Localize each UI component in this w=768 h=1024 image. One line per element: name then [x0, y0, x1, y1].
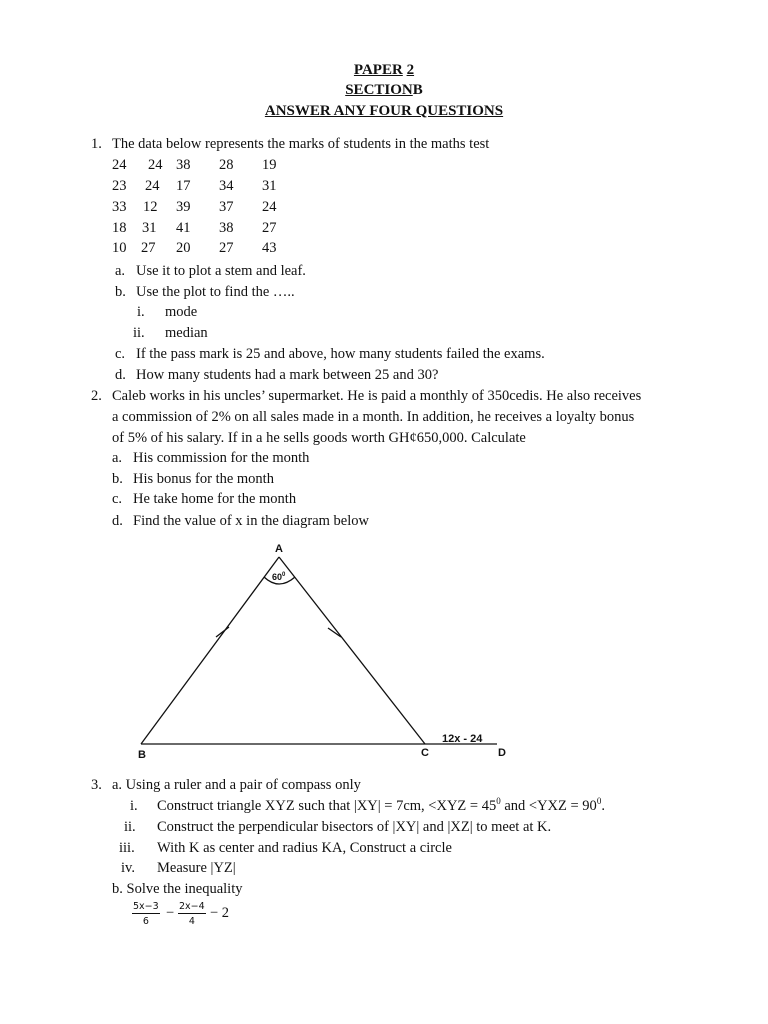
- data-cell: 34: [219, 178, 234, 194]
- data-cell: 27: [141, 240, 156, 256]
- q1-number: 1.: [91, 136, 102, 152]
- angle-value: $60^0$: [272, 572, 286, 582]
- data-cell: 18: [112, 220, 127, 236]
- q1-bii-text: median: [165, 325, 208, 341]
- q2-b-label: b.: [112, 471, 123, 487]
- q3-i-label: i.: [130, 798, 138, 814]
- q3-a-intro: a. Using a ruler and a pair of compass only: [112, 777, 361, 793]
- section-letter: B: [412, 82, 423, 98]
- exterior-angle-label: 12x - 24: [442, 733, 483, 745]
- data-cell: 38: [219, 220, 234, 236]
- q1-text: The data below represents the marks of students in the maths test: [112, 136, 490, 152]
- paper-word: PAPER: [353, 62, 403, 78]
- q1-c-text: If the pass mark is 25 and above, how many students failed the exams.: [136, 346, 545, 362]
- data-cell: 27: [219, 240, 234, 256]
- vertex-label-d: D: [498, 747, 506, 759]
- fraction-2: [178, 901, 206, 927]
- q3-iii-label: iii.: [119, 840, 135, 856]
- paper-number: 2: [406, 62, 415, 78]
- q3-iii-text: With K as center and radius KA, Construct a circle: [157, 840, 452, 856]
- fraction-1-numerator: 5x−3: [133, 901, 159, 912]
- q3-b-text: b. Solve the inequality: [112, 881, 243, 897]
- data-cell: 31: [262, 178, 277, 194]
- q1-b-label: b.: [115, 284, 126, 300]
- q1-d-text: How many students had a mark between 25 and 30?: [136, 367, 439, 383]
- q1-bii-label: ii.: [133, 325, 145, 341]
- q1-a-label: a.: [115, 263, 126, 279]
- q1-d-label: d.: [115, 367, 126, 383]
- q3-ii-text: Construct the perpendicular bisectors of |XY| and |XZ| to meet at K.: [157, 819, 552, 835]
- q1-a-text: Use it to plot a stem and leaf.: [136, 263, 306, 279]
- q2-line-1: Caleb works in his uncles’ supermarket. He is paid a monthly of 350cedis. He also receives: [112, 388, 642, 404]
- data-cell: 19: [262, 157, 277, 173]
- q3-number: 3.: [91, 777, 102, 793]
- side-ac: [279, 557, 425, 744]
- data-cell: 27: [262, 220, 277, 236]
- section-word: SECTION: [345, 82, 413, 98]
- q2-a-label: a.: [112, 450, 123, 466]
- data-cell: 24: [112, 157, 127, 173]
- data-cell: 39: [176, 199, 191, 215]
- instruction-text: ANSWER ANY FOUR QUESTIONS: [264, 103, 504, 119]
- q2-line-3: of 5% of his salary. If in a he sells goods worth GH¢650,000. Calculate: [112, 430, 526, 446]
- data-cell: 33: [112, 199, 127, 215]
- data-cell: 24: [148, 157, 163, 173]
- data-cell: 17: [176, 178, 191, 194]
- data-cell: 24: [145, 178, 160, 194]
- q2-c-text: He take home for the month: [133, 491, 297, 507]
- minus-sign: −: [166, 905, 175, 921]
- fraction-1: [132, 901, 160, 927]
- q3-iv-label: iv.: [121, 860, 135, 876]
- q2-line-2: a commission of 2% on all sales made in a month. In addition, he receives a loyalty bonus: [112, 409, 635, 425]
- data-cell: 28: [219, 157, 234, 173]
- data-cell: 12: [143, 199, 158, 215]
- q2-d-text: Find the value of x in the diagram below: [133, 513, 369, 529]
- q2-number: 2.: [91, 388, 102, 404]
- fraction-1-denominator: 6: [142, 916, 149, 927]
- data-cell: 20: [176, 240, 191, 256]
- q2-d-label: d.: [112, 513, 123, 529]
- data-cell: 31: [142, 220, 157, 236]
- q1-c-label: c.: [115, 346, 126, 362]
- q3-i-text: Construct triangle XYZ such that |XY| = 7cm, $<XYZ = 45^0$ and $<YXZ = 90^0$.: [157, 796, 605, 814]
- data-cell: 23: [112, 178, 127, 194]
- q2-a-text: His commission for the month: [133, 450, 310, 466]
- data-cell: 37: [219, 199, 234, 215]
- q3-iv-text: Measure |YZ|: [157, 860, 236, 876]
- tick-mark-ac: [328, 628, 341, 637]
- q1-bi-label: i.: [137, 304, 145, 320]
- inequality-tail: − 2: [210, 905, 230, 921]
- q3-ii-label: ii.: [124, 819, 136, 835]
- fraction-2-denominator: 4: [188, 916, 195, 927]
- q2-c-label: c.: [112, 491, 123, 507]
- tick-mark-ab: [216, 627, 229, 637]
- data-cell: 24: [262, 199, 277, 215]
- vertex-label-b: B: [138, 749, 146, 761]
- data-cell: 41: [176, 220, 191, 236]
- vertex-label-c: C: [421, 747, 429, 759]
- q1-b-text: Use the plot to find the …..: [136, 284, 295, 300]
- data-cell: 38: [176, 157, 191, 173]
- data-cell: 43: [262, 240, 277, 256]
- q1-bi-text: mode: [165, 304, 198, 320]
- data-cell: 10: [112, 240, 127, 256]
- q2-b-text: His bonus for the month: [133, 471, 274, 487]
- fraction-2-numerator: 2x−4: [179, 901, 205, 912]
- side-ab: [141, 557, 279, 744]
- vertex-label-a: A: [275, 543, 283, 555]
